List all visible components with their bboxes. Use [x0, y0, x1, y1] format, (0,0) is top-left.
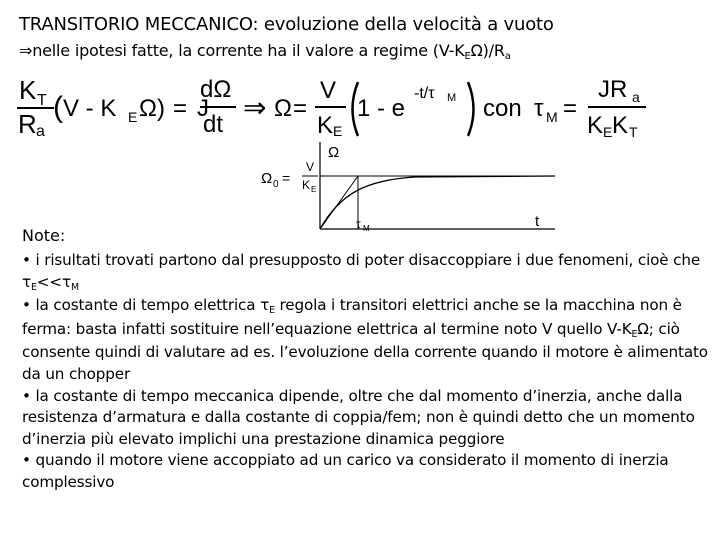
- note-text: regola i transitori elettrici anche se la macchina non è ferma: basta infatti sostituire nell’equazione elettrica al termine noto V quello V-K: [22, 296, 682, 338]
- omega-lhs: Ω: [274, 95, 292, 122]
- note-text: <<τ: [36, 272, 71, 291]
- motion-equation-formula: [10, 70, 650, 140]
- exponent-sub: M: [447, 92, 457, 104]
- omega0-k: K: [302, 178, 311, 192]
- tau-sub: M: [546, 109, 558, 125]
- note-subscript: E: [631, 329, 638, 341]
- note-subscript: M: [70, 281, 79, 293]
- ke-k-3: K: [587, 112, 604, 139]
- notes-list: [22, 250, 712, 494]
- note-text: • quando il motore viene accoppiato ad un carico va considerato il momento di inerzia complessivo: [22, 451, 669, 491]
- note-item-n1: [22, 250, 712, 295]
- omega0-sub: 0: [273, 179, 279, 190]
- page-title: TRANSITORIO MECCANICO: evoluzione della velocità a vuoto: [19, 14, 554, 35]
- subtitle-sub-a: a: [504, 51, 511, 63]
- ra-sub: a: [36, 123, 45, 140]
- d-omega: dΩ: [200, 76, 232, 103]
- kt-k-2: K: [612, 112, 629, 139]
- equals-3: =: [563, 95, 578, 122]
- tau-label: τ: [356, 217, 361, 231]
- dt: dt: [203, 111, 224, 138]
- note-item-n2: [22, 295, 712, 385]
- equals-2: =: [293, 95, 308, 122]
- ke-k-2: K: [317, 112, 334, 139]
- open-paren-1: (: [53, 91, 63, 124]
- notes-heading: Note:: [22, 226, 66, 245]
- ke-sub-2: E: [333, 123, 343, 139]
- con-word: con: [483, 95, 522, 122]
- subtitle-sub-e: E: [464, 51, 471, 63]
- y-axis-label: Ω: [328, 144, 340, 161]
- jr-sub: a: [632, 89, 640, 105]
- ra-r: R: [18, 109, 37, 139]
- one-minus-e: 1 - e: [357, 95, 406, 122]
- note-text: • i risultati trovati partono dal presupposto di poter disaccoppiare i due fenomeni, cioè che τ: [22, 251, 701, 291]
- note-text: • la costante di tempo meccanica dipende, oltre che dal momento d’inerzia, anche dalla resistenza d’armatura e dalla costante di coppia/fem; non è quindi detto che un momento d’inerzia più elevato implichi una prestazione dinamica peggiore: [22, 386, 695, 448]
- omega0-e: E: [311, 185, 317, 194]
- tau-symbol: τ: [534, 95, 544, 122]
- velocity-response-graph: [255, 136, 565, 236]
- note-item-n4: [22, 450, 712, 493]
- subtitle-text-2: Ω)/R: [470, 41, 505, 60]
- ke-sub-1: E: [128, 109, 138, 125]
- exponent: -t/τ: [414, 85, 435, 102]
- kt-sub-2: T: [629, 124, 638, 140]
- subtitle-text-1: nelle ipotesi fatte, la corrente ha il valore a regime (V-K: [32, 41, 465, 60]
- jr-numerator: JR: [598, 76, 628, 103]
- note-item-n3: [22, 386, 712, 451]
- subtitle-line: [19, 41, 511, 63]
- implies-icon: ⇒: [243, 92, 267, 123]
- omega-close: Ω): [139, 95, 165, 122]
- omega0-label: Ω: [261, 170, 273, 187]
- tau-label-sub: M: [363, 224, 370, 233]
- implies-arrow-icon: ⇒: [19, 41, 33, 60]
- note-text: Ω; ciò consente quindi di valutare ad es. l’evoluzione della corrente quando il motore è alimentato da un chopper: [22, 319, 708, 383]
- note-text: • la costante di tempo elettrica τ: [22, 296, 270, 315]
- j-symbol: J: [197, 95, 209, 122]
- omega0-equals: =: [282, 170, 291, 186]
- v-minus-k: V - K: [63, 95, 117, 122]
- v-numerator: V: [320, 77, 337, 104]
- omega0-v: V: [306, 160, 315, 174]
- ke-sub-3: E: [603, 124, 613, 140]
- kt-sub: T: [37, 92, 47, 109]
- equals-1: =: [173, 95, 188, 122]
- note-subscript: E: [269, 305, 275, 317]
- initial-tangent-line: [320, 176, 358, 229]
- kt-k: K: [19, 75, 37, 105]
- big-close-paren-icon: [468, 82, 474, 136]
- x-axis-label: t: [535, 213, 540, 230]
- note-subscript: E: [31, 281, 37, 293]
